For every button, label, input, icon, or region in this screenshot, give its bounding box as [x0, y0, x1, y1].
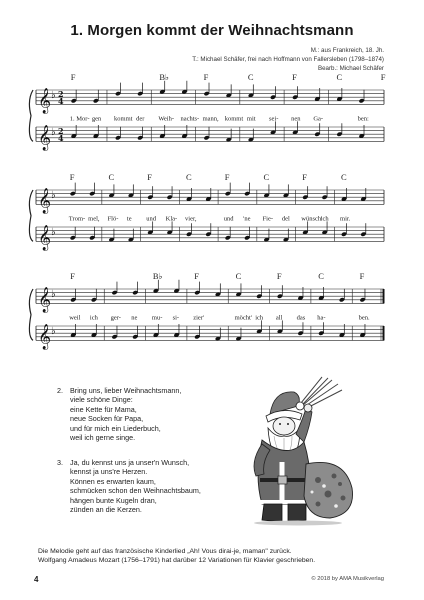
lyric-syllable: vier,: [185, 215, 197, 223]
verse-line: viele schöne Dinge:: [70, 395, 133, 405]
lyric-syllable: ich: [255, 314, 264, 322]
verse-line: schmücken schon den Weihnachtsbaum,: [70, 486, 201, 496]
lyric-syllable: mann,: [202, 115, 219, 123]
lyric-syllable: mit: [246, 115, 256, 123]
chord-symbol: F: [70, 72, 76, 82]
lyric-syllable: Trom-: [68, 215, 86, 223]
chord-symbol: B♭: [159, 72, 170, 82]
lyric-syllable: weil: [69, 314, 81, 322]
lyric-syllable: Flö-: [107, 215, 119, 223]
key-signature-flat: ♭: [51, 325, 56, 337]
verse-line: weil ich gerne singe.: [70, 433, 136, 443]
verse-line: Ja, du kennst uns ja unser'n Wunsch,: [70, 458, 190, 467]
chord-symbol: C: [336, 72, 343, 82]
chord-symbol: F: [224, 172, 230, 182]
lyric-syllable: zier': [193, 314, 205, 322]
lyric-syllable: mu-: [151, 314, 163, 322]
verse-2-number: 2.: [57, 386, 63, 395]
lyric-syllable: 'ne: [243, 215, 251, 223]
lyric-syllable: mel,: [88, 215, 100, 223]
lyric-syllable: ich: [320, 215, 329, 223]
chord-symbol: F: [194, 271, 199, 281]
lyric-syllable: der: [136, 115, 145, 123]
lyric-syllable: nen: [291, 115, 301, 123]
chord-symbol: F: [70, 271, 75, 281]
chord-symbol: C: [235, 271, 242, 281]
chord-symbol: F: [69, 172, 75, 182]
treble-clef-lower: 𝄞: [38, 324, 52, 350]
treble-clef-lower: 𝄞: [38, 225, 52, 251]
verse-3-number: 3.: [57, 458, 63, 467]
song-title: 1. Morgen kommt der Weihnachtsmann: [70, 22, 354, 39]
verse-line: kennst ja uns're Herzen.: [70, 467, 148, 477]
verse-line: hängen bunte Kugeln dran,: [70, 495, 157, 505]
chord-symbol: C: [247, 72, 254, 82]
chord-symbol: B♭: [152, 271, 163, 281]
lyric-syllable: mir.: [340, 215, 351, 223]
lyric-syllable: wünsch': [301, 215, 323, 223]
lyric-syllable: nachts-: [180, 115, 200, 123]
time-signature-top: 2: [58, 88, 64, 99]
staff-brace: [29, 289, 33, 340]
lyric-syllable: Ga-: [313, 115, 324, 123]
chord-symbol: C: [318, 271, 324, 281]
lyric-syllable: und: [146, 215, 157, 223]
lyric-syllable: kommt: [114, 115, 133, 123]
chord-symbol: F: [302, 172, 308, 182]
footnote: [38, 547, 315, 565]
footnote-line: Die Melodie geht auf das französische Kinderlied „Ah! Vous dirai-je, maman" zurück.: [38, 548, 292, 555]
copyright: © 2018 by AMA Musikverlag: [311, 576, 384, 582]
lyric-syllable: ger-: [110, 314, 121, 322]
lyric-syllable: und: [223, 215, 234, 223]
lyric-syllable: Kla-: [165, 215, 178, 223]
lyric-syllable: möcht': [234, 314, 252, 322]
santa-claus-illustration: [248, 376, 360, 526]
treble-clef: 𝄞: [38, 287, 52, 313]
credit-arrangement: Bearb.: Michael Schäfer: [317, 65, 384, 72]
lyric-syllable: gen: [91, 115, 102, 123]
chord-symbol: F: [380, 72, 386, 82]
staff-brace: [29, 190, 33, 241]
chord-symbol: C: [263, 172, 270, 182]
chord-symbol: C: [108, 172, 115, 182]
page-number: 4: [34, 575, 39, 584]
lyric-syllable: 1. Mor-: [69, 115, 90, 123]
footnote-line: Wolfgang Amadeus Mozart (1756–1791) hat darüber 12 Variationen für Klavier geschrieben.: [38, 557, 316, 565]
lyric-syllable: te: [126, 215, 132, 223]
treble-clef: 𝄞: [38, 188, 52, 214]
time-signature-bottom: 4: [58, 133, 64, 144]
lyric-syllable: ne: [131, 314, 138, 322]
key-signature-flat: ♭: [51, 226, 56, 238]
staff-brace: [29, 90, 33, 141]
credit-melody: M.: aus Frankreich, 18. Jh.: [310, 47, 384, 54]
chord-symbol: F: [359, 271, 365, 281]
lyric-syllable: kommt: [224, 115, 244, 123]
lyric-syllable: all: [275, 314, 283, 322]
lyric-syllable: ha-: [317, 314, 326, 322]
key-signature-flat: ♭: [51, 126, 56, 138]
lyric-syllable: das: [296, 314, 306, 322]
chord-symbol: C: [186, 172, 192, 182]
verse-line: Können es erwarten kaum,: [70, 476, 156, 486]
verse-3: [57, 458, 201, 515]
verse-line: zünden an die Kerzen.: [70, 505, 142, 515]
verse-line: eine Kette für Mama,: [70, 404, 137, 414]
lyric-syllable: del: [281, 215, 290, 223]
credit-text: T.: Michael Schäfer, frei nach Hoffmann von Fallersleben (1798–1874): [192, 56, 384, 63]
chord-symbol: F: [147, 172, 153, 182]
verse-line: neue Socken für Papa,: [70, 414, 144, 424]
key-signature-flat: ♭: [51, 189, 56, 201]
lyric-syllable: Fie-: [262, 215, 274, 223]
chord-symbol: F: [203, 72, 209, 82]
lyric-syllable: sei-: [269, 115, 279, 123]
treble-clef: 𝄞: [38, 88, 52, 114]
chord-symbol: C: [341, 172, 347, 182]
treble-clef-lower: 𝄞: [38, 125, 52, 151]
key-signature-flat: ♭: [51, 89, 56, 101]
time-signature-bottom: 4: [58, 96, 64, 107]
chord-symbol: F: [292, 72, 297, 82]
lyric-syllable: Weih-: [158, 115, 175, 123]
verse-2: [57, 386, 182, 443]
lyric-syllable: ben.: [358, 314, 370, 322]
time-signature-top: 2: [58, 125, 64, 136]
lyric-syllable: si-: [172, 314, 180, 322]
chord-symbol: F: [276, 271, 282, 281]
key-signature-flat: ♭: [51, 288, 56, 300]
verse-line: Bring uns, lieber Weihnachtsmann,: [70, 386, 182, 395]
lyric-syllable: ich: [89, 314, 98, 322]
verse-line: und für mich ein Liederbuch,: [70, 423, 161, 433]
lyric-syllable: ben:: [357, 115, 369, 123]
